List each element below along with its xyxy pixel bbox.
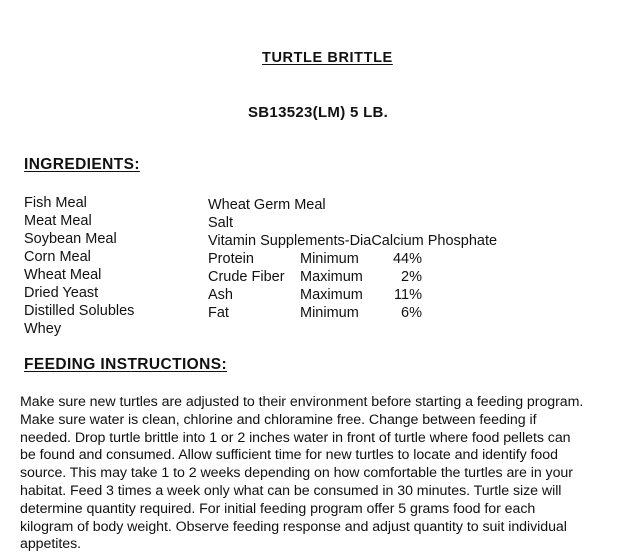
instruction-line: determine quantity required. For initial feeding program offer 5 grams food for each (20, 500, 536, 517)
analysis-qualifier: Maximum (300, 269, 363, 285)
document-title: TURTLE BRITTLE (262, 50, 393, 66)
feeding-instructions-body (20, 394, 620, 554)
analysis-amount: 2% (401, 269, 422, 285)
ingredient-item: Whey (24, 321, 62, 337)
instruction-line: kilogram of body weight. Observe feeding response and adjust quantity to suit individual (20, 518, 567, 535)
product-code: SB13523(LM) 5 LB. (248, 104, 389, 121)
guaranteed-analysis-row (208, 250, 528, 268)
analysis-qualifier: Minimum (300, 251, 359, 267)
guaranteed-analysis-row (208, 268, 528, 286)
instruction-line: be found and consumed. Allow sufficient time for new turtles to locate and identify food (20, 447, 558, 464)
analysis-qualifier: Maximum (300, 287, 363, 303)
analysis-qualifier: Minimum (300, 305, 359, 321)
ingredient-item: Distilled Solubles (24, 303, 135, 319)
ingredient-item: Corn Meal (24, 249, 91, 265)
analysis-amount: 11% (394, 287, 422, 303)
ingredient-item: Soybean Meal (24, 231, 117, 247)
feeding-instructions-heading: FEEDING INSTRUCTIONS: (24, 356, 228, 373)
instruction-line: Make sure new turtles are adjusted to their environment before starting a feeding program. (20, 394, 584, 410)
ingredient-item: Meat Meal (24, 213, 92, 229)
analysis-amount: 6% (401, 305, 422, 321)
instruction-line: source. This may take 1 to 2 weeks depending on how comfortable the turtles are in your (20, 465, 573, 482)
analysis-amount: 44% (392, 251, 422, 267)
analysis-nutrient: Ash (208, 287, 233, 303)
ingredients-right-column (208, 196, 528, 322)
ingredient-item: Fish Meal (24, 195, 87, 211)
analysis-nutrient: Protein (208, 251, 254, 267)
ingredient-item: Wheat Germ Meal (208, 197, 326, 213)
ingredient-item: Wheat Meal (24, 267, 102, 283)
instruction-line: appetites. (20, 536, 82, 553)
analysis-nutrient: Fat (208, 305, 229, 321)
ingredient-item: Dried Yeast (24, 285, 99, 301)
ingredient-item: Vitamin Supplements-DiaCalcium Phosphate (208, 233, 498, 249)
instruction-line: needed. Drop turtle brittle into 1 or 2 inches water in front of turtle where food pellets can (20, 429, 571, 446)
ingredients-heading: INGREDIENTS: (24, 156, 140, 173)
instruction-line: Make sure water is clean, chlorine and chloramine free. Change between feeding if (20, 411, 537, 428)
guaranteed-analysis-row (208, 304, 528, 322)
ingredient-item: Salt (208, 215, 233, 231)
instruction-line: habitat. Feed 3 times a week only what can be consumed in 30 minutes. Turtle size will (20, 482, 562, 499)
ingredients-list (24, 194, 134, 338)
guaranteed-analysis-row (208, 286, 528, 304)
analysis-nutrient: Crude Fiber (208, 269, 285, 285)
